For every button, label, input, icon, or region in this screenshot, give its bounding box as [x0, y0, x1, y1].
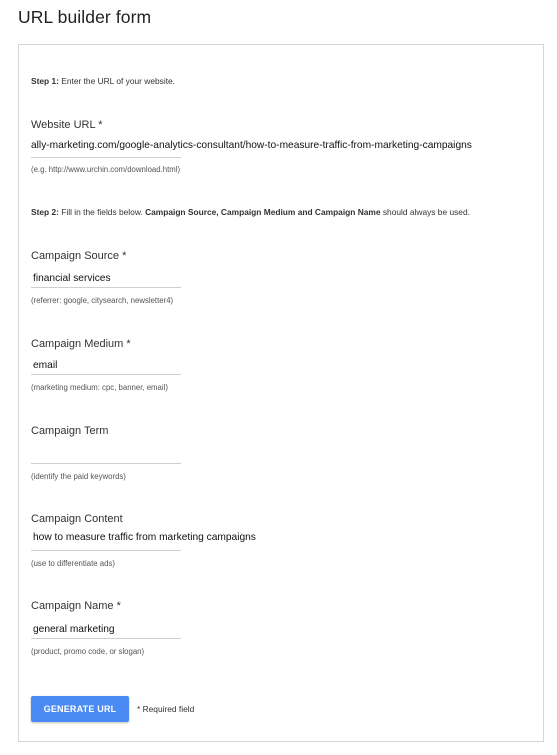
website-url-underline: [31, 157, 181, 158]
step-2-text: Fill in the fields below.: [58, 207, 146, 217]
campaign-term-input[interactable]: [31, 446, 181, 464]
website-url-field[interactable]: ally-marketing.com/google-analytics-consultant/how-to-measure-traffic-from-marketing-campaigns: [31, 140, 472, 151]
step-2-label: Step 2:: [31, 207, 59, 217]
campaign-name-label: Campaign Name *: [31, 600, 121, 612]
step-2-required-fields: Campaign Source, Campaign Medium and Campaign Name: [145, 207, 381, 217]
campaign-source-hint: (referrer: google, citysearch, newsletter4): [31, 296, 174, 305]
step-1-label: Step 1:: [31, 76, 59, 86]
required-field-note: * Required field: [137, 704, 195, 714]
generate-url-button[interactable]: GENERATE URL: [31, 696, 129, 722]
campaign-term-label: Campaign Term: [31, 425, 109, 437]
campaign-content-label: Campaign Content: [31, 513, 123, 525]
campaign-source-label: Campaign Source *: [31, 250, 127, 262]
website-url-hint: (e.g. http://www.urchin.com/download.html): [31, 165, 181, 174]
url-builder-form: [18, 44, 544, 742]
campaign-medium-hint: (marketing medium: cpc, banner, email): [31, 383, 168, 392]
campaign-medium-input[interactable]: [31, 357, 181, 375]
campaign-name-input[interactable]: [31, 621, 181, 639]
step-2-instruction: [31, 207, 470, 217]
campaign-content-hint: (use to differentiate ads): [31, 559, 115, 568]
page-title: URL builder form: [18, 7, 152, 27]
campaign-name-hint: (product, promo code, or slogan): [31, 647, 145, 656]
step-2-text-end: should always be used.: [380, 207, 470, 217]
campaign-medium-label: Campaign Medium *: [31, 338, 131, 350]
step-1-text: Enter the URL of your website.: [58, 76, 176, 86]
step-1-instruction: [31, 76, 175, 86]
website-url-label: Website URL *: [31, 119, 103, 131]
campaign-source-input[interactable]: [31, 270, 181, 288]
campaign-content-underline: [31, 550, 181, 551]
campaign-content-input[interactable]: how to measure traffic from marketing campaigns: [33, 532, 256, 543]
campaign-term-hint: (identify the paid keywords): [31, 472, 126, 481]
